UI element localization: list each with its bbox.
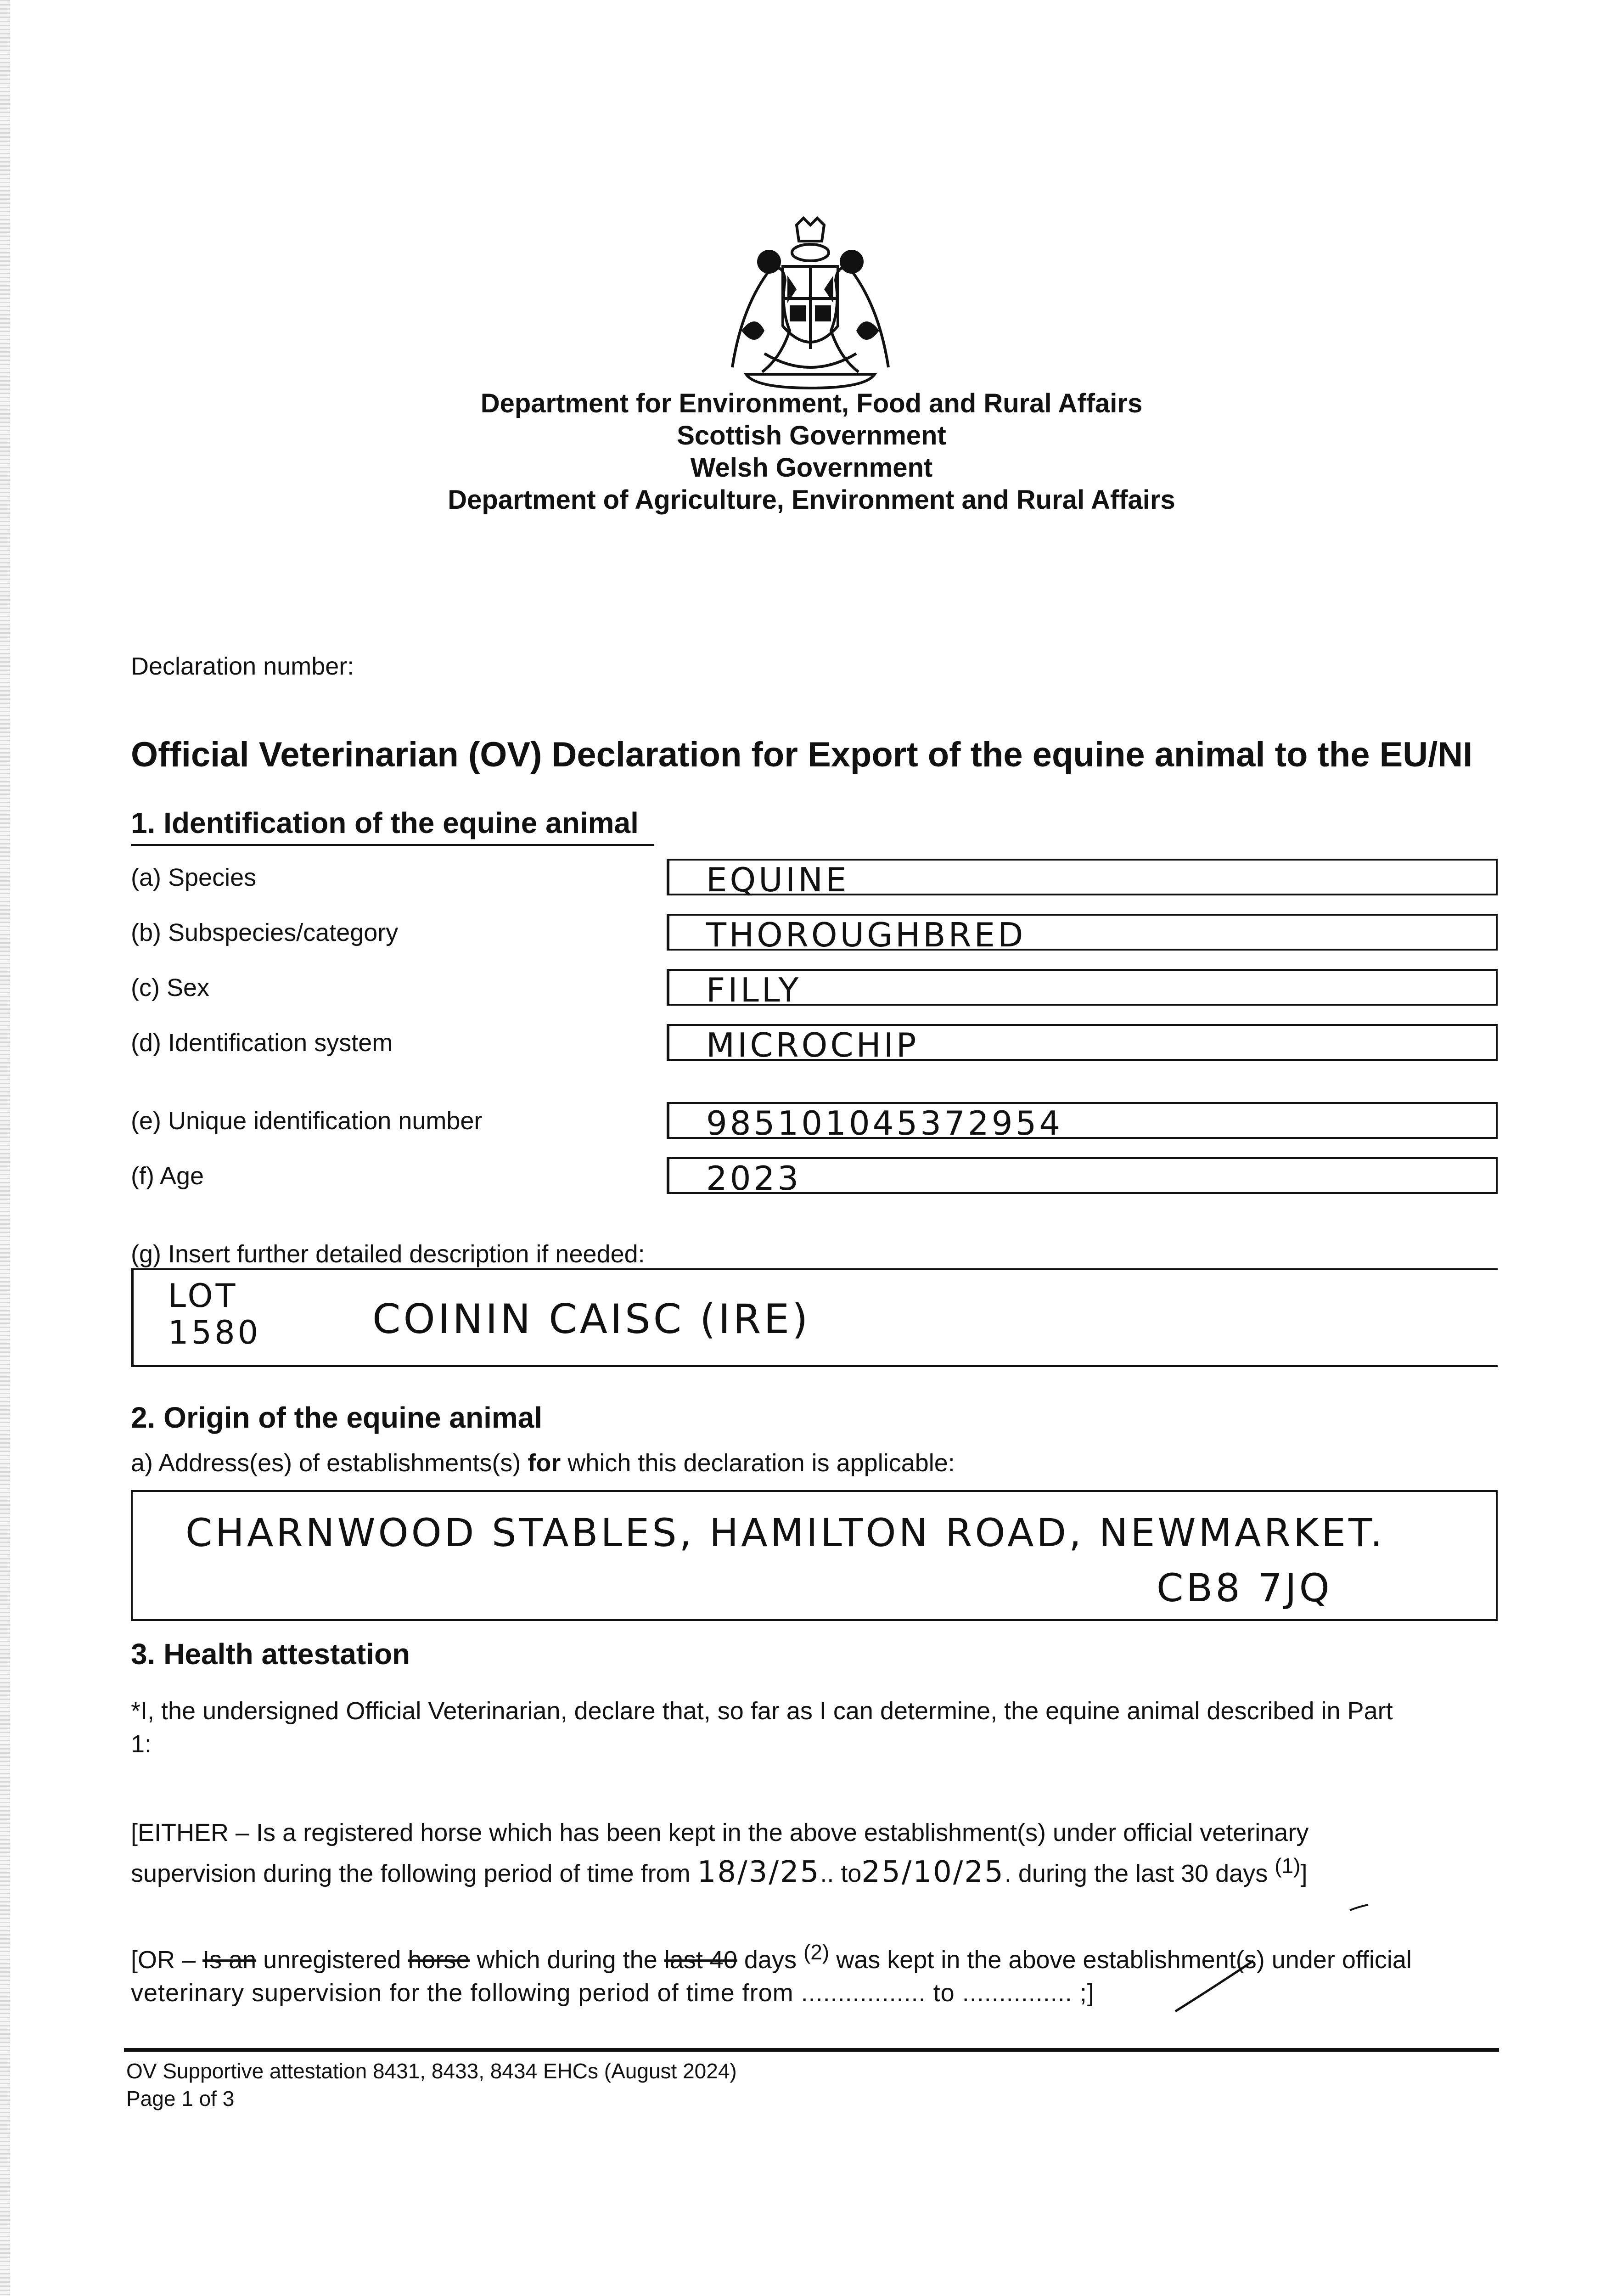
section2-heading: 2. Origin of the equine animal	[131, 1401, 543, 1434]
either-line2-a: supervision during the following period of time from	[131, 1860, 691, 1887]
or-g: days	[744, 1946, 797, 1974]
species-label: (a) Species	[131, 864, 257, 891]
either-from-date: 18/3/25	[697, 1855, 820, 1889]
unique-id-value: 985101045372954	[706, 1104, 1063, 1142]
identification-system-field[interactable]	[667, 1024, 1498, 1064]
either-line1: [EITHER – Is a registered horse which has been kept in the above establishment(s) under official veterinary	[131, 1819, 1309, 1846]
further-lot-number: 1580	[168, 1314, 261, 1351]
section2-subheading-suffix: which this declaration is applicable:	[567, 1449, 955, 1477]
either-end: ]	[1300, 1860, 1308, 1887]
either-line2-b: .. to	[820, 1860, 862, 1887]
age-label: (f) Age	[131, 1162, 204, 1190]
either-line2	[131, 1849, 1499, 1890]
subspecies-field[interactable]	[667, 914, 1498, 954]
either-line2-c: . during the last 30 days	[1004, 1860, 1268, 1887]
age-field[interactable]	[667, 1157, 1498, 1198]
department-scottish-government: Scottish Government	[677, 421, 946, 450]
department-welsh-government: Welsh Government	[690, 453, 933, 483]
address-line2: CB8 7JQ	[1157, 1565, 1332, 1610]
either-clause	[131, 1816, 1499, 1890]
section2-subheading	[131, 1446, 955, 1480]
or-d: horse	[408, 1946, 470, 1974]
or-e: which during the	[477, 1946, 657, 1974]
or-line2: veterinary supervision for the following period of time from ................. to ............... ;]	[131, 1979, 1095, 2007]
or-c: unregistered	[263, 1946, 401, 1974]
unique-id-field[interactable]	[667, 1102, 1498, 1142]
or-b: Is an	[202, 1946, 257, 1974]
footer-attestation-ref: OV Supportive attestation 8431, 8433, 8434 EHCs (August 2024)	[126, 2059, 737, 2083]
attestation-intro	[131, 1694, 1499, 1761]
section2-subheading-bold: for	[528, 1449, 561, 1477]
species-field[interactable]	[667, 859, 1498, 899]
attestation-intro-line2: 1:	[131, 1730, 152, 1758]
further-description-label: (g) Insert further detailed description if needed:	[131, 1240, 645, 1268]
identification-system-value: MICROCHIP	[706, 1026, 919, 1064]
footer	[126, 2057, 737, 2112]
sex-label: (c) Sex	[131, 974, 210, 1002]
department-daera: Department of Agriculture, Environment and Rural Affairs	[448, 485, 1175, 515]
section1-underline	[131, 844, 654, 846]
attestation-intro-line1: *I, the undersigned Official Veterinarian, declare that, so far as I can determine, the equine animal described in Part	[131, 1697, 1393, 1725]
sex-value: FILLY	[706, 971, 802, 1009]
subspecies-value: THOROUGHBRED	[706, 916, 1026, 954]
subspecies-label: (b) Subspecies/category	[131, 919, 399, 946]
footer-rule	[124, 2048, 1499, 2052]
further-description-field[interactable]	[131, 1268, 1498, 1367]
scan-edge	[0, 0, 10, 2296]
document-title: Official Veterinarian (OV) Declaration for Export of the equine animal to the EU/NI	[131, 735, 1473, 774]
or-footnote-ref: (2)	[803, 1940, 830, 1964]
establishment-address-field[interactable]	[131, 1490, 1498, 1621]
either-footnote-ref: (1)	[1275, 1854, 1301, 1878]
address-line1: CHARNWOOD STABLES, HAMILTON ROAD, NEWMARKET.	[185, 1510, 1386, 1555]
sex-field[interactable]	[667, 969, 1498, 1009]
page-number: Page 1 of 3	[126, 2087, 235, 2110]
further-lot-label: LOT	[168, 1277, 238, 1315]
identification-system-label: (d) Identification system	[131, 1029, 393, 1057]
royal-coat-of-arms-icon	[714, 216, 907, 395]
section3-heading: 3. Health attestation	[131, 1638, 410, 1671]
strike-mark-icon	[1166, 1901, 1377, 2020]
further-description-value: COININ CAISC (IRE)	[372, 1295, 811, 1343]
either-to-date: 25/10/25	[861, 1855, 1005, 1889]
or-f: last 40	[664, 1946, 737, 1974]
unique-id-label: (e) Unique identification number	[131, 1107, 483, 1135]
declaration-number-label: Declaration number:	[131, 653, 354, 680]
or-a: [OR –	[131, 1946, 196, 1974]
section1-heading: 1. Identification of the equine animal	[131, 806, 639, 839]
department-defra: Department for Environment, Food and Rural Affairs	[480, 388, 1143, 418]
or-h: was kept in the above establishment(s) under official	[836, 1946, 1412, 1974]
section2-subheading-prefix: a) Address(es) of establishments(s)	[131, 1449, 521, 1477]
age-value: 2023	[706, 1159, 802, 1198]
species-value: EQUINE	[706, 861, 849, 899]
